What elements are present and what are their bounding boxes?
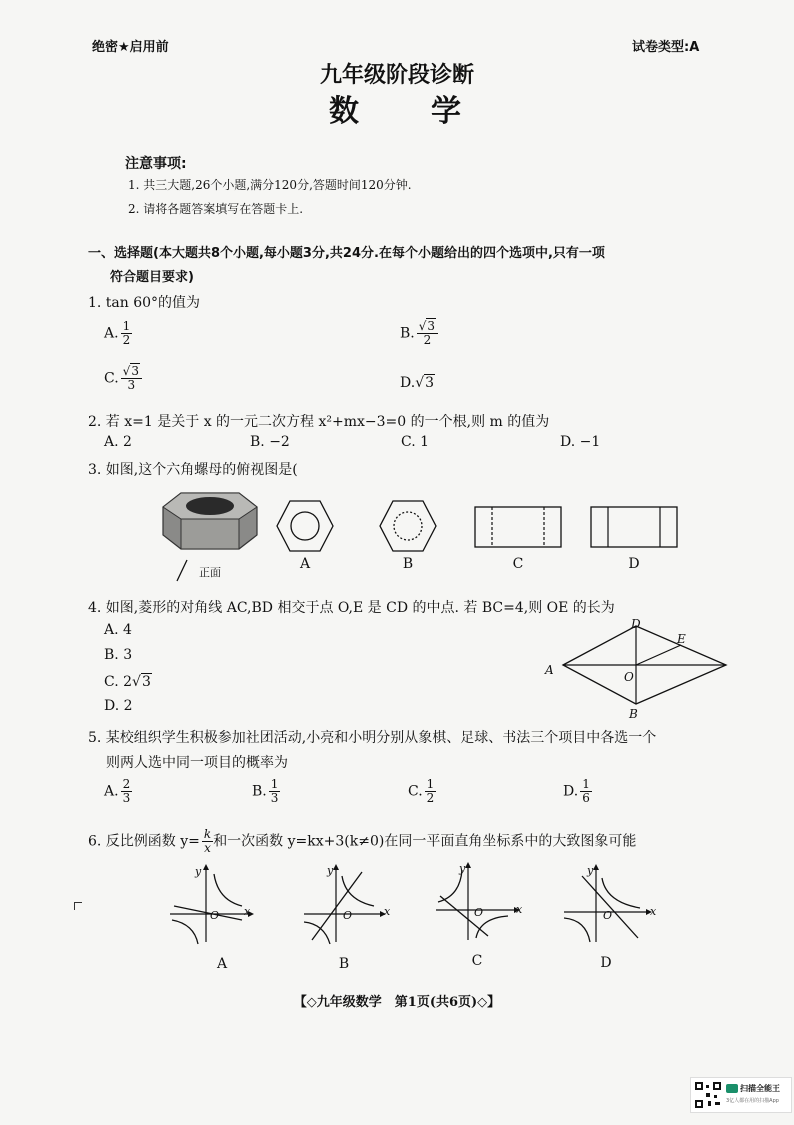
q3-figure-b — [378, 498, 438, 554]
q3-label-c: C — [512, 556, 524, 572]
section-heading: 一、选择题(本大题共8个小题,每小题3分,共24分.在每个小题给出的四个选项中,只有一项 — [88, 246, 605, 261]
q1-option-a — [104, 320, 132, 347]
q5-a-den: 3 — [122, 791, 131, 805]
notice-item-2: 2. 请将各题答案填写在答题卡上. — [128, 202, 304, 216]
q6-stem-pre: 6. 反比例函数 y= — [88, 833, 200, 850]
secret-mark: 绝密★启用前 — [92, 40, 169, 55]
q6-a-axis-y: y — [195, 865, 202, 878]
rhombus-point-d: D — [631, 617, 641, 631]
q6-c-axis-x: x — [516, 903, 523, 916]
q1-option-b: B. $\frac{√3}{2}$ — [400, 320, 438, 347]
q1-c-den: 3 — [127, 378, 136, 392]
q6-b-origin: O — [343, 909, 353, 922]
q6-label-d: D — [600, 955, 612, 971]
subject-title: 数 学 — [329, 94, 465, 129]
q6-label-c: C — [471, 953, 483, 969]
q4-option-b: B. 3 — [104, 647, 133, 663]
q5-option-d — [563, 778, 592, 805]
q5-stem-cont: 则两人选中同一项目的概率为 — [106, 755, 288, 771]
q4-option-a: A. 4 — [104, 622, 132, 638]
q1-b-num: 3 — [427, 319, 436, 333]
watermark-app-sub: 3亿人都在用的扫描App — [726, 1098, 779, 1104]
exam-title: 九年级阶段诊断 — [319, 62, 474, 88]
paper-type: 试卷类型:A — [632, 40, 700, 55]
q6-graph-a — [166, 862, 261, 944]
q6-stem — [88, 828, 636, 855]
q2-stem: 2. 若 x=1 是关于 x 的一元二次方程 x²+mx−3=0 的一个根,则 m 的值为 — [88, 414, 550, 430]
q6-a-axis-x: x — [244, 905, 251, 918]
q4-option-d: D. 2 — [104, 698, 133, 714]
q3-figure-a — [275, 498, 335, 554]
qr-code-icon — [694, 1081, 722, 1109]
q5-a-prefix: A. — [104, 783, 119, 800]
page-footer: 【◇九年级数学 第1页(共6页)◇】 — [293, 995, 501, 1010]
q1-option-d: D.√3 — [400, 375, 435, 391]
q1-b-den: 2 — [423, 333, 432, 347]
q6-frac-den: x — [204, 841, 211, 855]
margin-mark — [74, 902, 82, 903]
q3-figure-c — [474, 506, 564, 548]
q2-option-c: C. 1 — [401, 434, 430, 450]
q6-graph-d — [560, 862, 660, 944]
q1-d-prefix: D. — [400, 375, 416, 391]
watermark-app-name: 扫描全能王 — [740, 1084, 780, 1093]
rhombus-point-o: O — [624, 670, 634, 684]
q6-label-b: B — [338, 956, 350, 972]
q4-c-prefix: C. 2 — [104, 674, 133, 690]
notice-heading: 注意事项: — [125, 156, 187, 172]
q1-stem: 1. tan 60°的值为 — [88, 295, 201, 311]
q1-c-num: 3 — [131, 364, 139, 378]
q6-frac-num: k — [203, 827, 212, 841]
rhombus-point-e: E — [677, 632, 686, 646]
hex-nut-image — [155, 485, 265, 575]
q5-c-prefix: C. — [408, 783, 423, 800]
q5-b-num: 1 — [270, 777, 279, 791]
q4-stem: 4. 如图,菱形的对角线 AC,BD 相交于点 O,E 是 CD 的中点. 若 BC=4,则 OE 的长为 — [88, 600, 615, 616]
notice-item-1: 1. 共三大题,26个小题,满分120分,答题时间120分钟. — [128, 178, 412, 192]
q6-d-axis-y: y — [587, 864, 594, 877]
q6-stem-post: 和一次函数 y=kx+3(k≠0)在同一平面直角坐标系中的大致图象可能 — [213, 833, 637, 850]
q1-a-den: 2 — [122, 333, 131, 347]
q6-d-axis-x: x — [650, 905, 657, 918]
q5-d-num: 1 — [582, 777, 590, 791]
q6-graph-b — [300, 862, 395, 944]
q6-b-axis-y: y — [327, 864, 334, 877]
q5-b-den: 3 — [270, 791, 279, 805]
rhombus-figure — [548, 618, 738, 718]
q6-c-axis-y: y — [459, 862, 466, 875]
q5-c-num: 1 — [426, 777, 435, 791]
q5-b-prefix: B. — [252, 783, 267, 800]
q6-label-a: A — [216, 956, 228, 972]
q5-c-den: 2 — [426, 791, 435, 805]
q5-d-prefix: D. — [563, 783, 579, 800]
q2-option-a: A. 2 — [104, 434, 132, 450]
q5-a-num: 2 — [122, 777, 131, 791]
q6-d-origin: O — [603, 909, 613, 922]
q5-d-den: 6 — [582, 791, 590, 805]
q5-option-a — [104, 778, 132, 805]
q1-a-prefix: A. — [104, 325, 119, 342]
q6-graph-c — [432, 860, 527, 942]
q6-b-axis-x: x — [384, 905, 391, 918]
q6-c-origin: O — [474, 906, 484, 919]
front-label: 正面 — [199, 566, 221, 579]
scanner-watermark — [690, 1077, 792, 1113]
section-heading-cont: 符合题目要求) — [110, 270, 194, 285]
q3-figure-d — [590, 506, 680, 548]
q2-option-d: D. −1 — [560, 434, 601, 450]
q5-stem: 5. 某校组织学生积极参加社团活动,小亮和小明分别从象棋、足球、书法三个项目中各选一个 — [88, 730, 657, 746]
q4-option-c: C. 2√3 — [104, 674, 151, 690]
q3-label-a: A — [299, 556, 311, 572]
rhombus-point-a: A — [545, 663, 554, 677]
q5-option-c — [408, 778, 436, 805]
q1-b-prefix: B. — [400, 325, 415, 342]
q3-label-b: B — [402, 556, 414, 572]
q3-stem: 3. 如图,这个六角螺母的俯视图是( — [88, 462, 298, 478]
q1-a-num: 1 — [122, 319, 131, 333]
rhombus-point-b: B — [629, 707, 638, 721]
camscanner-logo-icon — [726, 1084, 738, 1093]
q6-a-origin: O — [210, 909, 220, 922]
q1-d-rad: 3 — [425, 375, 435, 391]
q3-label-d: D — [628, 556, 640, 572]
q5-option-b — [252, 778, 280, 805]
margin-mark-v — [74, 902, 75, 910]
q2-option-b: B. −2 — [250, 434, 290, 450]
q4-c-rad: 3 — [141, 674, 151, 690]
q1-option-c: C. $\frac{√3}{3}$ — [104, 365, 142, 392]
q1-c-prefix: C. — [104, 370, 119, 387]
